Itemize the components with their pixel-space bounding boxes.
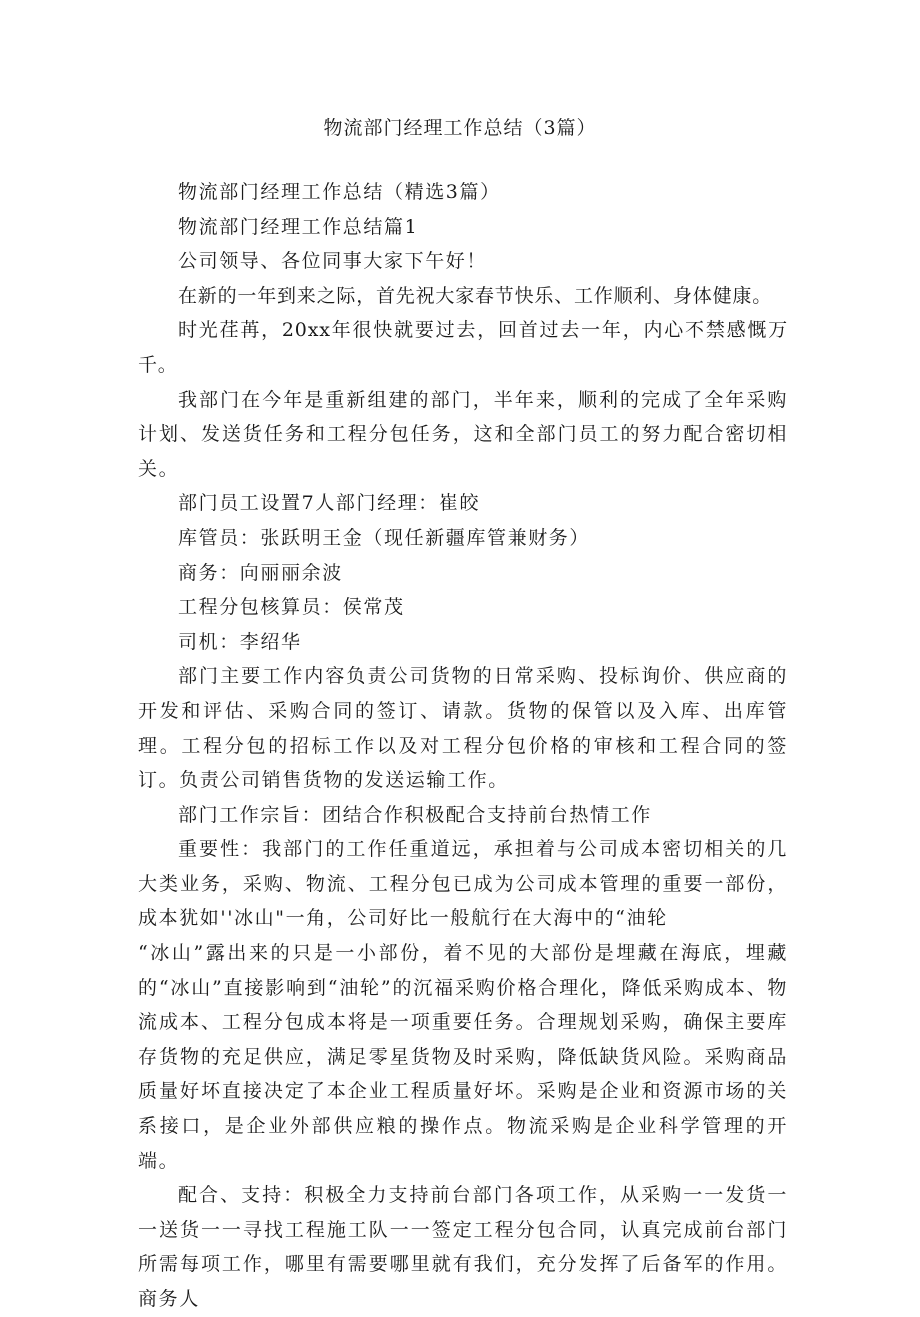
- paragraph-driver: 司机：李绍华: [178, 630, 302, 653]
- paragraph-section-heading: 物流部门经理工作总结篇1: [178, 215, 419, 238]
- document-body: [138, 175, 788, 1317]
- paragraph-greeting: 公司领导、各位同事大家下午好！: [178, 250, 488, 273]
- paragraph-business-staff: 商务：向丽丽余波: [178, 561, 343, 584]
- paragraph-warehouse-staff: 库管员：张跃明王金（现任新疆库管兼财务）: [178, 526, 591, 549]
- paragraph-staff-setup: 部门员工设置7人部门经理：崔皎: [178, 492, 481, 515]
- paragraph-cooperation: 配合、支持：积极全力支持前台部门各项工作，从采购一一发货一一送货一一寻找工程施工队一一签定工程分包合同，认真完成前台部门所需每项工作，哪里有需要哪里就有我们，充分发挥了后备军的作用。商务人: [138, 1184, 788, 1310]
- paragraph-main-work: 部门主要工作内容负责公司货物的日常采购、投标询价、供应商的开发和评估、采购合同的签订、请款。货物的保管以及入库、出库管理。工程分包的招标工作以及对工程分包价格的审核和工程合同的签订。负责公司销售货物的发送运输工作。: [138, 665, 788, 792]
- document-title: 物流部门经理工作总结（3篇）: [323, 117, 597, 139]
- paragraph-department-intro: 我部门在今年是重新组建的部门，半年来，顺利的完成了全年采购计划、发送货任务和工程分包任务，这和全部门员工的努力配合密切相关。: [138, 388, 788, 480]
- paragraph-time-passes: 时光荏苒，20xx年很快就要过去，回首过去一年，内心不禁感慨万千。: [138, 319, 788, 376]
- paragraph-accountant: 工程分包核算员：侯常茂: [178, 596, 405, 619]
- paragraph-work-principle: 部门工作宗旨：团结合作积极配合支持前台热情工作: [178, 803, 652, 826]
- paragraph-importance: 重要性：我部门的工作任重道远，承担着与公司成本密切相关的几大类业务，采购、物流、工程分包已成为公司成本管理的重要一部份，成本犹如''冰山"一角，公司好比一般航行在大海中的“油轮: [138, 838, 788, 930]
- paragraph-iceberg: “冰山”露出来的只是一小部份，着不见的大部份是埋藏在海底，埋藏的“冰山”直接影响到“油轮”的沉福采购价格合理化，降低采购成本、物流成本、工程分包成本将是一项重要任务。合理规划采购，确保主要库存货物的充足供应，满足零星货物及时采购，降低缺货风险。采购商品质量好坏直接决定了本企业工程质量好坏。采购是企业和资源市场的关系接口，是企业外部供应粮的操作点。物流采购是企业科学管理的开端。: [138, 942, 788, 1172]
- paragraph-new-year-wishes: 在新的一年到来之际，首先祝大家春节快乐、工作顺利、身体健康。: [178, 284, 773, 307]
- paragraph-subtitle: 物流部门经理工作总结（精选3篇）: [178, 181, 501, 203]
